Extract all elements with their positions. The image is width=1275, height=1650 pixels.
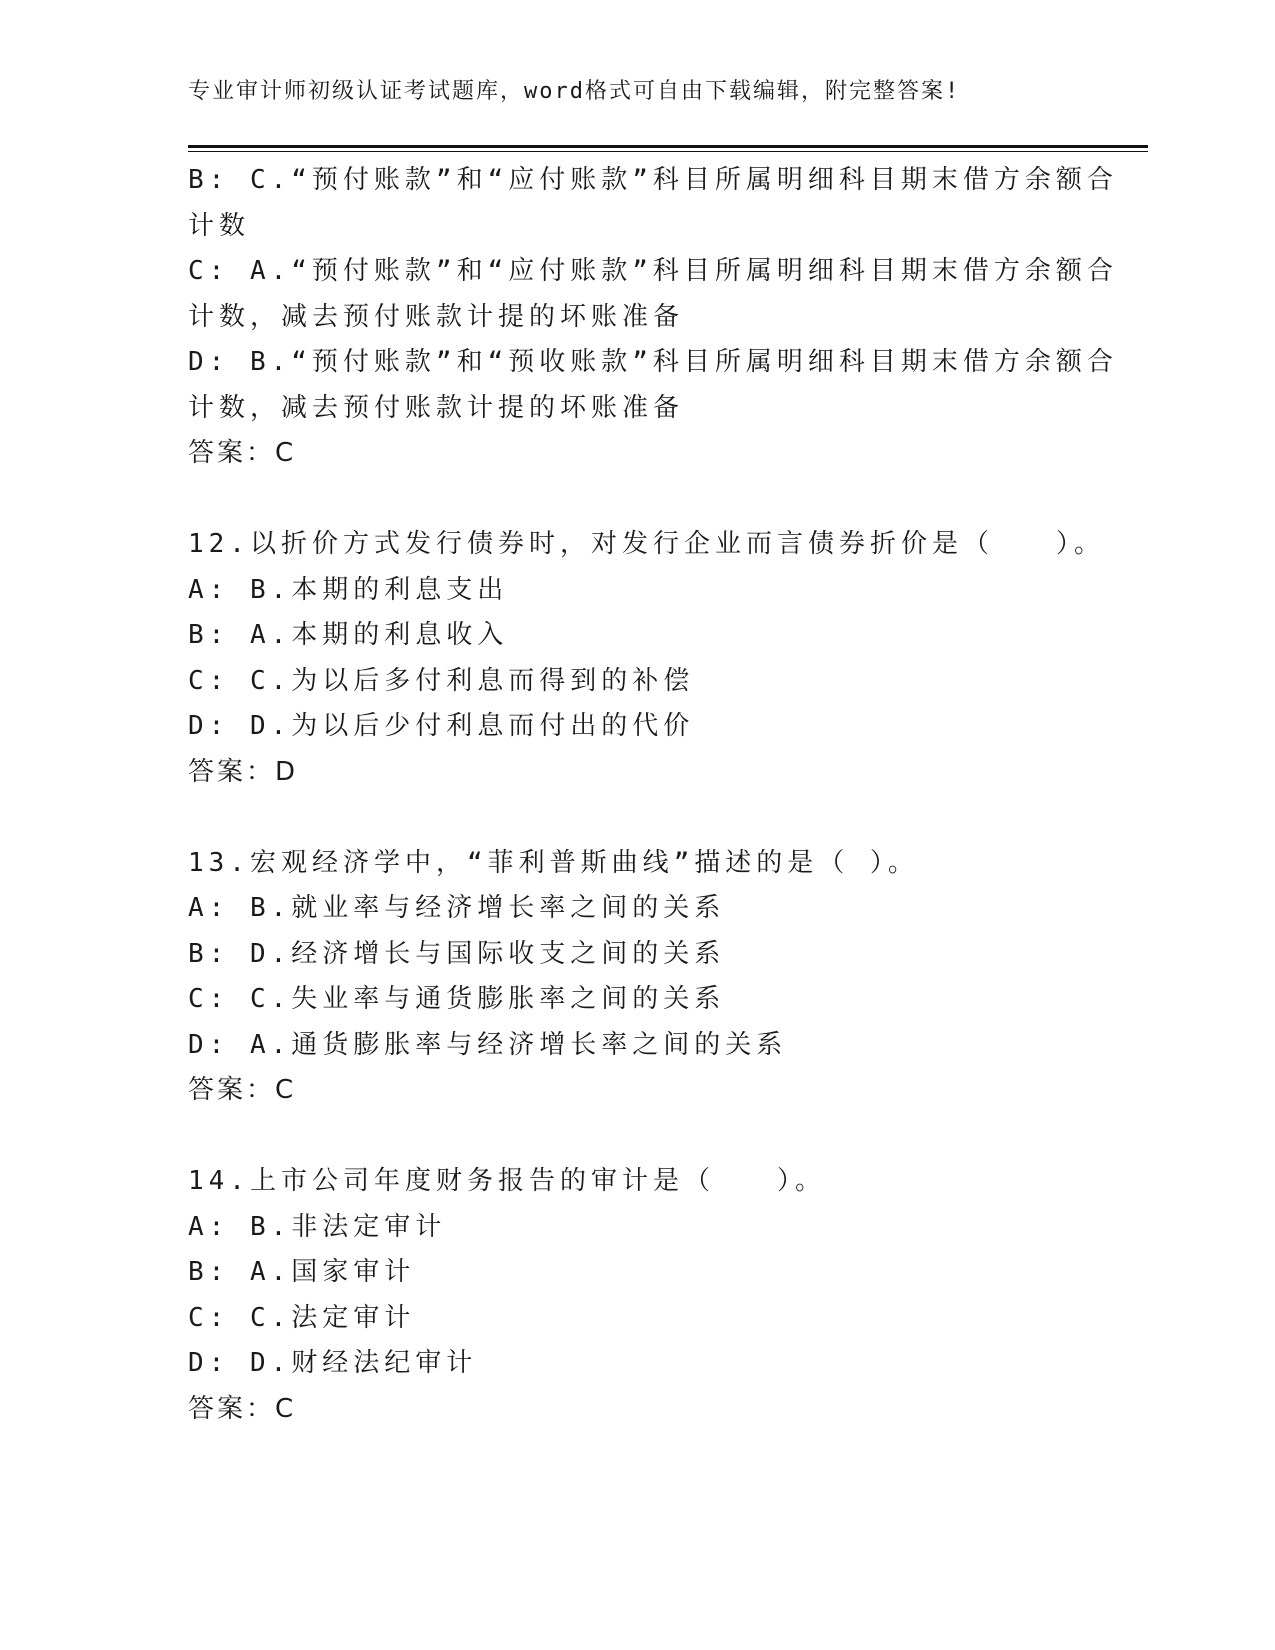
option-c: C: C.法定审计 (188, 1302, 416, 1333)
question-text: 13.宏观经济学中，“菲利普斯曲线”描述的是（ ）。 (188, 847, 919, 878)
option-b: B: A.国家审计 (188, 1257, 416, 1287)
spacer (188, 1114, 1088, 1160)
option-d: D: D.为以后少付利息而付出的代价 (188, 711, 695, 741)
option-b: B: A.本期的利息收入 (188, 620, 509, 650)
option-b-line-1: B: C.“预付账款”和“应付账款”科目所属明细科目期末借方余额合 (188, 165, 1118, 195)
document-body (188, 158, 1118, 1432)
option-c-line-1: C: A.“预付账款”和“应付账款”科目所属明细科目期末借方余额合 (188, 256, 1118, 286)
spacer (188, 795, 1088, 841)
option-d-line-2: 计数，减去预付账款计提的坏账准备 (188, 392, 685, 423)
header-rule-thin (188, 151, 1148, 152)
question-block-12 (188, 522, 1105, 795)
option-c: C: C.为以后多付利息而得到的补偿 (188, 665, 695, 696)
question-block-13 (188, 841, 1088, 1114)
question-text: 12.以折价方式发行债券时，对发行企业而言债券折价是（ ）。 (188, 529, 1105, 559)
answer-line: 答案：C (188, 438, 297, 468)
answer-line: 答案：C (188, 1393, 297, 1424)
answer-line: 答案：D (188, 756, 299, 787)
question-block-14 (188, 1159, 1088, 1432)
question-text: 14.上市公司年度财务报告的审计是（ ）。 (188, 1166, 826, 1196)
option-b: B: D.经济增长与国际收支之间的关系 (188, 938, 726, 969)
option-d: D: D.财经法纪审计 (188, 1348, 478, 1378)
question-block-11-tail (188, 158, 1118, 477)
page-header: 专业审计师初级认证考试题库，word格式可自由下载编辑，附完整答案! (188, 79, 961, 104)
option-c: C: C.失业率与通货膨胀率之间的关系 (188, 984, 726, 1014)
option-c-line-2: 计数，减去预付账款计提的坏账准备 (188, 301, 685, 332)
spacer (188, 477, 1088, 523)
option-b-line-2: 计数 (188, 210, 251, 241)
answer-line: 答案：C (188, 1075, 297, 1105)
option-d: D: A.通货膨胀率与经济增长率之间的关系 (188, 1029, 788, 1060)
option-a: A: B.就业率与经济增长率之间的关系 (188, 893, 726, 923)
header-rule-thick (188, 145, 1148, 148)
option-d-line-1: D: B.“预付账款”和“预收账款”科目所属明细科目期末借方余额合 (188, 347, 1118, 377)
option-a: A: B.本期的利息支出 (188, 574, 509, 605)
option-a: A: B.非法定审计 (188, 1211, 447, 1242)
